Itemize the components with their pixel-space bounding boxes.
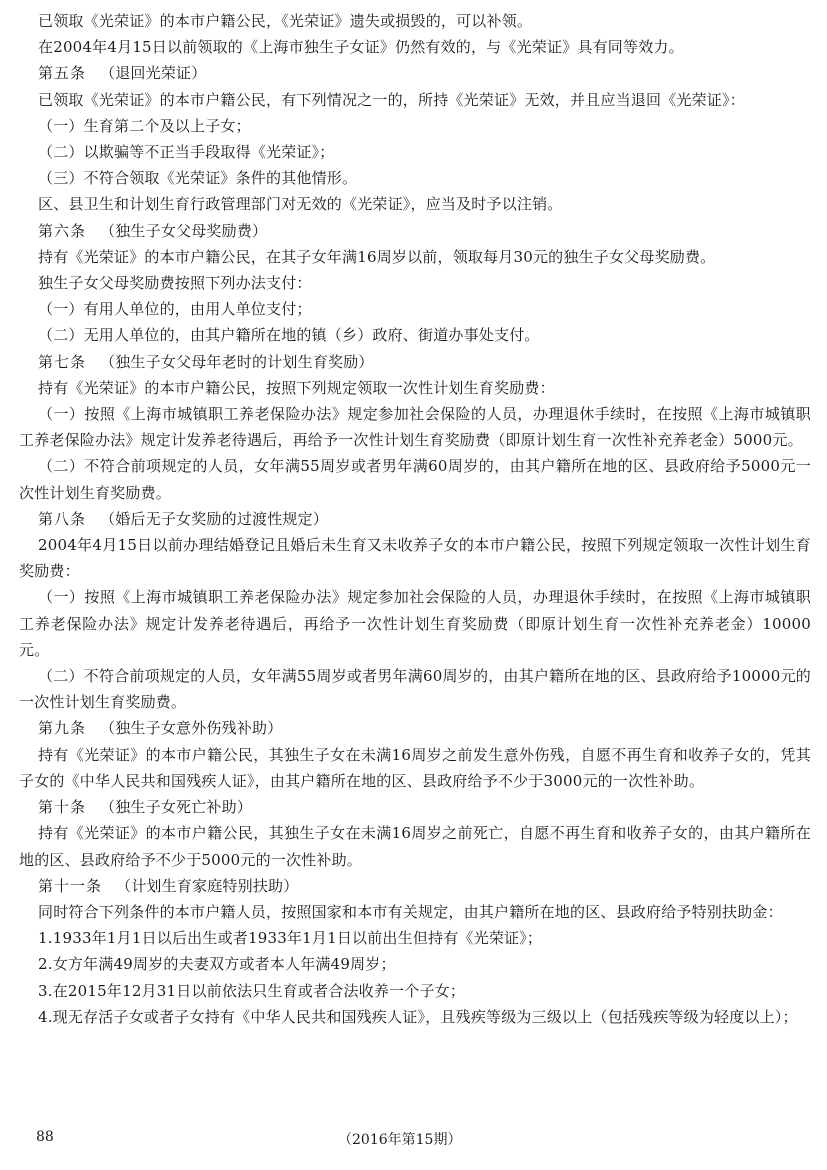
paragraph: 已领取《光荣证》的本市户籍公民，有下列情况之一的，所持《光荣证》无效，并且应当退回《光荣证》：	[38, 90, 745, 109]
paragraph: 持有《光荣证》的本市户籍公民，在其子女年满16周岁以前，领取每月30元的独生子女父母奖励费。	[38, 247, 716, 266]
issue-label: （2016年第15期）	[338, 1132, 462, 1148]
article-number: 第五条	[38, 64, 87, 83]
document-body	[19, 8, 811, 1030]
article-heading	[19, 873, 811, 899]
paragraph: 持有《光荣证》的本市户籍公民，其独生子女在未满16周岁之前死亡，自愿不再生育和收养子女的，由其户籍所在地的区、县政府给予不少于5000元的一次性补助。	[19, 824, 811, 869]
article-number: 第八条	[38, 509, 87, 528]
paragraph: 2004年4月15日以前办理结婚登记且婚后未生育又未收养子女的本市户籍公民，按照下列规定领取一次性计划生育奖励费：	[19, 536, 811, 581]
paragraph: （二）不符合前项规定的人员，女年满55周岁或者男年满60周岁的，由其户籍所在地的区、县政府给予5000元一次性计划生育奖励费。	[19, 457, 811, 502]
article-number: 第六条	[38, 221, 87, 240]
article-number: 第七条	[38, 352, 87, 371]
paragraph: （二）不符合前项规定的人员，女年满55周岁或者男年满60周岁的，由其户籍所在地的区、县政府给予10000元的一次性计划生育奖励费。	[19, 667, 811, 712]
paragraph: 区、县卫生和计划生育行政管理部门对无效的《光荣证》，应当及时予以注销。	[38, 195, 563, 214]
paragraph: （一）按照《上海市城镇职工养老保险办法》规定参加社会保险的人员，办理退休手续时，在按照《上海市城镇职工养老保险办法》规定计发养老待遇后，再给予一次性计划生育奖励费（即原计划生育一次性补充养老金）10000元。	[19, 588, 811, 659]
paragraph: 持有《光荣证》的本市户籍公民，其独生子女在未满16周岁之前发生意外伤残，自愿不再生育和收养子女的，凭其子女的《中华人民共和国残疾人证》，由其户籍所在地的区、县政府给予不少于3000元的一次性补助。	[19, 745, 811, 790]
paragraph: （一）有用人单位的，由用人单位支付；	[38, 300, 312, 319]
article-number: 第十条	[38, 798, 87, 817]
article-title: （退回光荣证）	[100, 64, 207, 83]
article-heading	[19, 349, 811, 375]
article-heading	[19, 218, 811, 244]
article-title: （计划生育家庭特别扶助）	[116, 876, 299, 895]
article-title: （独生子女死亡补助）	[100, 798, 253, 817]
article-heading	[19, 715, 811, 741]
paragraph: 2.女方年满49周岁的夫妻双方或者本人年满49周岁；	[38, 955, 396, 974]
article-heading	[19, 506, 811, 532]
article-title: （独生子女父母奖励费）	[100, 221, 268, 240]
paragraph: （一）生育第二个及以上子女；	[38, 116, 251, 135]
article-heading	[19, 60, 811, 86]
article-title: （独生子女父母年老时的计划生育奖励）	[100, 352, 374, 371]
paragraph: （二）无用人单位的，由其户籍所在地的镇（乡）政府、街道办事处支付。	[38, 326, 540, 345]
paragraph: （一）按照《上海市城镇职工养老保险办法》规定参加社会保险的人员，办理退休手续时，在按照《上海市城镇职工养老保险办法》规定计发养老待遇后，再给予一次性计划生育奖励费（即原计划生育一次性补充养老金）5000元。	[19, 405, 811, 450]
paragraph: 独生子女父母奖励费按照下列办法支付：	[38, 274, 312, 293]
paragraph: 持有《光荣证》的本市户籍公民，按照下列规定领取一次性计划生育奖励费：	[38, 378, 555, 397]
article-number: 第九条	[38, 719, 87, 738]
article-title: （独生子女意外伤残补助）	[100, 719, 283, 738]
paragraph: 已领取《光荣证》的本市户籍公民，《光荣证》遗失或损毁的，可以补领。	[38, 12, 533, 30]
paragraph: 3.在2015年12月31日以前依法只生育或者合法收养一个子女；	[38, 981, 466, 1000]
paragraph: 1.1933年1月1日以后出生或者1933年1月1日以前出生但持有《光荣证》；	[38, 929, 543, 948]
article-number: 第十一条	[38, 876, 103, 895]
paragraph: 在2004年4月15日以前领取的《上海市独生子女证》仍然有效的，与《光荣证》具有同等效力。	[38, 38, 684, 57]
page-number: 88	[36, 1129, 54, 1145]
paragraph: 4.现无存活子女或者子女持有《中华人民共和国残疾人证》，且残疾等级为三级以上（包括残疾等级为轻度以上）；	[38, 1007, 798, 1026]
page-footer	[0, 1129, 827, 1151]
article-heading	[19, 794, 811, 820]
article-title: （婚后无子女奖励的过渡性规定）	[100, 509, 329, 528]
paragraph: 同时符合下列条件的本市户籍人员，按照国家和本市有关规定，由其户籍所在地的区、县政府给予特别扶助金：	[38, 902, 783, 921]
paragraph: （二）以欺骗等不正当手段取得《光荣证》；	[38, 143, 335, 162]
paragraph: （三）不符合领取《光荣证》条件的其他情形。	[38, 169, 358, 188]
